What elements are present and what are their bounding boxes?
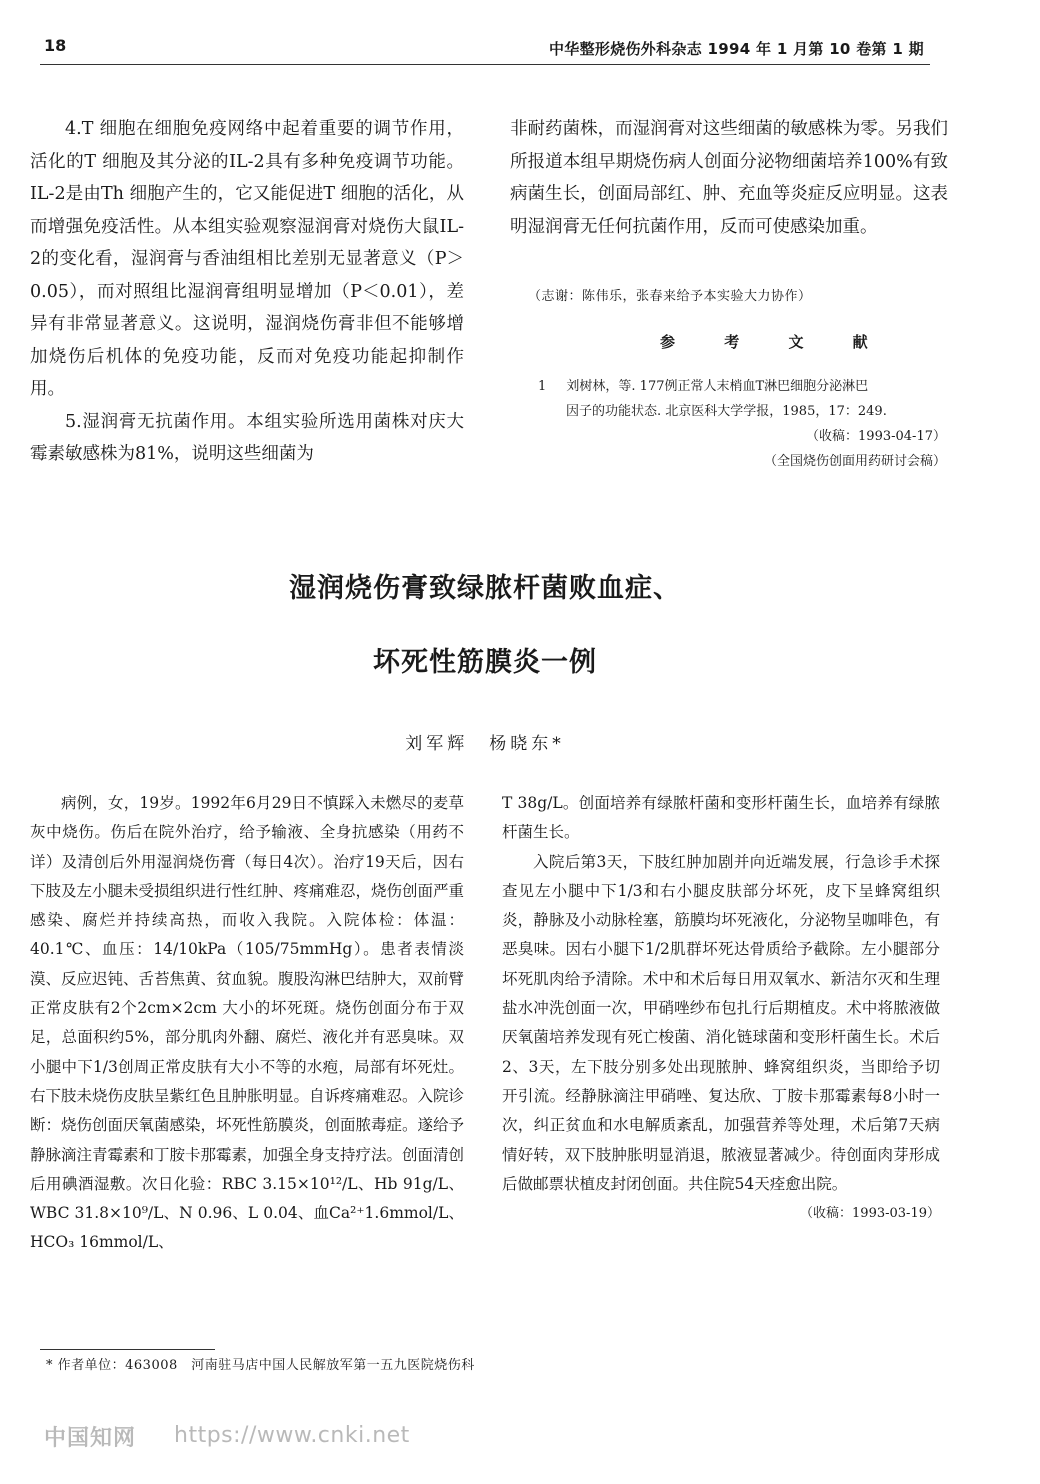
lab-results-continued: T 38g/L。创面培养有绿脓杆菌和变形杆菌生长，血培养有绿脓杆菌生长。 [502,794,940,842]
references-heading: 参 考 文 献 [660,333,890,351]
treatment-paragraph: 入院后第3天，下肢红肿加剧并向近端发展，行急诊手术探查见左小腿中下1/3和右小腿皮肤部分坏死，皮下呈蜂窝组织炎，静脉及小动脉栓塞，筋膜均坏死液化，分泌物呈咖啡色，有恶臭味。因右小腿下1/2肌群坏死达骨质给予截除。左小腿部分坏死肌肉给予清除。术中和术后每日用双氧水、新洁尔灭和生理盐水冲洗创面一次，甲硝唑纱布包扎行后期植皮。术中将脓液做厌氧菌培养发现有死亡梭菌、消化链球菌和变形杆菌生长。术后2、3天，左下肢分别多处出现脓肿、蜂窝组织炎，当即给予切开引流。经静脉滴注甲硝唑、复达欣、丁胺卡那霉素每8小时一次，纠正贫血和水电解质紊乱，加强营养等处理，术后第7天病情好转，双下肢肿胀明显消退，脓液显著减少。待创面肉芽形成后做邮票状植皮封闭创面。共住院54天痊愈出院。 [502,852,940,1193]
journal-running-head: 中华整形烧伤外科杂志 1994 年 1 月第 10 卷第 1 期 [549,40,924,58]
prev-received-date: （收稿：1993-04-17） [806,429,946,444]
prev-article-left-column [30,113,464,471]
reference-line-1: 刘树林，等. 177例正常人末梢血T淋巴细胞分泌淋巴 [566,379,869,394]
cnki-watermark-logo: 中国知网 [44,1426,137,1451]
header-rule [40,64,930,65]
article-right-column [502,789,940,1228]
page-number: 18 [44,36,67,55]
prev-paragraph-4: 4.T 细胞在细胞免疫网络中起着重要的调节作用，活化的T 细胞及其分泌的IL-2具有多种免疫调节功能。IL-2是由Th 细胞产生的，它又能促进T 细胞的活化，从而增强免疫活性。从本组实验观察湿润膏对烧伤大鼠IL-2的变化看，湿润膏与香油组相比差别无显著意义（P＞0.05），而对照组比湿润膏组明显增加（P＜0.01），差异有非常显著意义。这说明，湿润烧伤膏非但不能够增加烧伤后机体的免疫功能，反而对免疫功能起抑制作用。 [30,119,464,399]
article-left-column [30,789,464,1258]
prev-article-right-column [510,113,948,243]
cnki-watermark-url: https://www.cnki.net [174,1423,410,1448]
reference-line-2: 因子的功能状态. 北京医科大学学报，1985，17：249. [566,404,887,419]
acknowledgement: （志谢：陈伟乐，张春来给予本实验大力协作） [528,289,812,304]
prev-paragraph-continued: 非耐药菌株，而湿润膏对这些细菌的敏感株为零。另我们所报道本组早期烧伤病人创面分泌物细菌培养100%有致病菌生长，创面局部红、肿、充血等炎症反应明显。这表明湿润膏无任何抗菌作用，反而可使感染加重。 [510,119,948,237]
prev-paragraph-5: 5.湿润膏无抗菌作用。本组实验所选用菌株对庆大霉素敏感株为81%，说明这些细菌为 [30,411,464,464]
author-affiliation-footnote: * 作者单位：463008 河南驻马店中国人民解放军第一五九医院烧伤科 [46,1358,475,1373]
reference-number: 1 [538,379,547,394]
article-authors: 刘军辉 杨晓东* [405,734,565,754]
article-received-date: （收稿：1993-03-19） [800,1206,940,1222]
article-title-line-1: 湿润烧伤膏致绿脓杆菌败血症、 [289,573,681,604]
case-report-paragraph: 病例，女，19岁。1992年6月29日不慎踩入未燃尽的麦草灰中烧伤。伤后在院外治疗，给予输液、全身抗感染（用药不详）及清创后外用湿润烧伤膏（每日4次）。治疗19天后，因右下肢及左小腿未受损组织进行性红肿、疼痛难忍，烧伤创面严重感染、腐烂并持续高热，而收入我院。入院体检：体温：40.1℃、血压：14/10kPa（105/75mmHg）。患者表情淡漠、反应迟钝、舌苔焦黄、贫血貌。腹股沟淋巴结肿大，双前臂正常皮肤有2个2cm×2cm 大小的坏死斑。烧伤创面分布于双足，总面积约5%，部分肌肉外翻、腐烂、液化并有恶臭味。双小腿中下1/3创周正常皮肤有大小不等的水疱，局部有坏死灶。右下肢未烧伤皮肤呈紫红色且肿胀明显。自诉疼痛难忍。入院诊断：烧伤创面厌氧菌感染，坏死性筋膜炎，创面脓毒症。遂给予静脉滴注青霉素和丁胺卡那霉素，加强全身支持疗法。创面清创后用碘酒湿敷。次日化验：RBC 3.15×10¹²/L、Hb 91g/L、WBC 31.8×10⁹/L、N 0.96、L 0.04、血Ca²⁺1.6mmol/L、HCO₃ 16mmol/L、 [30,794,465,1252]
reference-list [538,374,946,474]
article-title-line-2: 坏死性筋膜炎一例 [373,647,597,678]
reference-item [538,374,946,399]
footnote-rule [40,1349,215,1350]
prev-source-note: （全国烧伤创面用药研讨会稿） [763,454,946,469]
